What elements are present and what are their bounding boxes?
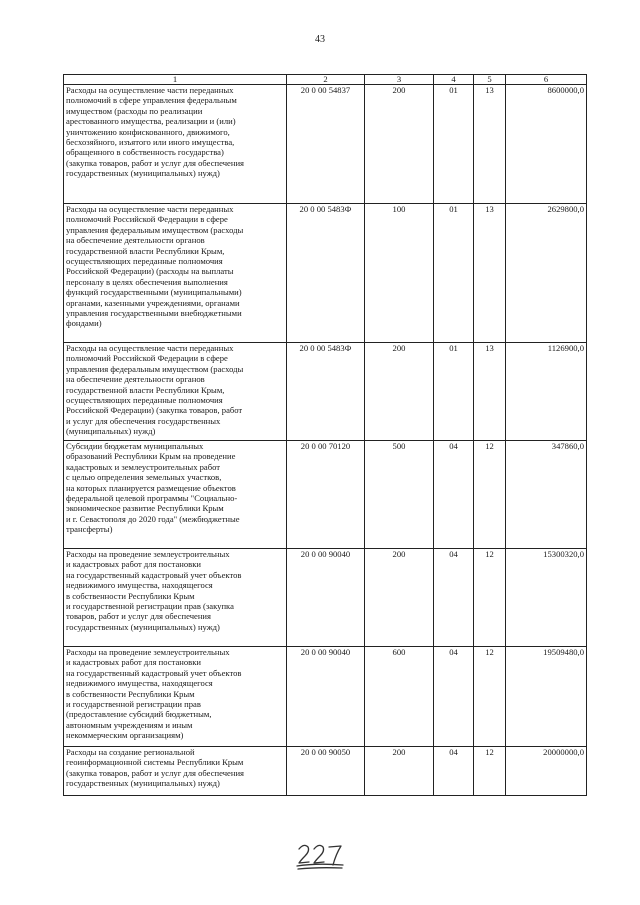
target-article-code: 20 0 00 90050 (287, 747, 365, 796)
amount-value: 2629800,0 (506, 204, 587, 343)
expense-type-code: 100 (365, 204, 434, 343)
table-row (64, 85, 587, 204)
amount-value: 347860,0 (506, 441, 587, 549)
table-row (64, 747, 587, 796)
target-article-code: 20 0 00 5483Ф (287, 204, 365, 343)
section-code: 01 (434, 85, 474, 204)
target-article-code: 20 0 00 54837 (287, 85, 365, 204)
column-header: 1 (64, 75, 287, 85)
target-article-code: 20 0 00 70120 (287, 441, 365, 549)
section-code: 01 (434, 343, 474, 441)
table-header (64, 75, 587, 85)
section-code: 04 (434, 647, 474, 747)
subsection-code: 12 (474, 747, 506, 796)
amount-value: 19509480,0 (506, 647, 587, 747)
column-header: 3 (365, 75, 434, 85)
expense-description: Расходы на осуществление части переданных полномочий в сфере управления федеральным имуществом (расходы по реализации арестованного имущества, реализации и (или) уничтожению конфискованного, движимого, бесхозяйного, изъятого или иного имущества, обращенного в собственность государства) (закупка товаров, работ и услуг для обеспечения государственных (муниципальных) нужд) (64, 85, 287, 204)
column-header: 5 (474, 75, 506, 85)
table-row (64, 204, 587, 343)
section-code: 01 (434, 204, 474, 343)
column-header: 6 (506, 75, 587, 85)
expense-description: Расходы на создание региональной геоинформационной системы Республики Крым (закупка товаров, работ и услуг для обеспечения государственных (муниципальных) нужд) (64, 747, 287, 796)
expense-type-code: 200 (365, 549, 434, 647)
expense-description: Расходы на проведение землеустроительных и кадастровых работ для постановки на государственный кадастровый учет объектов недвижимого имущества, находящегося в собственности Республики Крым и государственной регистрации прав (предоставление субсидий бюджетным, автономным учреждениям и иным некоммерческим организациям) (64, 647, 287, 747)
expense-description: Субсидии бюджетам муниципальных образований Республики Крым на проведение кадастровых и землеустроительных работ с целью определения земельных участков, на которых планируется размещение объектов федеральной целевой программы "Социально- экономическое развитие Республики Крым и г. Севастополя до 2020 года" (межбюджетные трансферты) (64, 441, 287, 549)
expense-type-code: 600 (365, 647, 434, 747)
expense-type-code: 200 (365, 343, 434, 441)
expense-type-code: 200 (365, 747, 434, 796)
amount-value: 15300320,0 (506, 549, 587, 647)
target-article-code: 20 0 00 90040 (287, 549, 365, 647)
amount-value: 20000000,0 (506, 747, 587, 796)
table-row (64, 647, 587, 747)
expense-description: Расходы на проведение землеустроительных и кадастровых работ для постановки на государственный кадастровый учет объектов недвижимого имущества, находящегося в собственности Республики Крым и государственной регистрации прав (закупка товаров, работ и услуг для обеспечения государственных (муниципальных) нужд) (64, 549, 287, 647)
budget-table (63, 74, 587, 796)
column-header: 4 (434, 75, 474, 85)
target-article-code: 20 0 00 90040 (287, 647, 365, 747)
subsection-code: 12 (474, 647, 506, 747)
expense-type-code: 500 (365, 441, 434, 549)
target-article-code: 20 0 00 5483Ф (287, 343, 365, 441)
table-row (64, 343, 587, 441)
amount-value: 8600000,0 (506, 85, 587, 204)
section-code: 04 (434, 441, 474, 549)
subsection-code: 13 (474, 85, 506, 204)
section-code: 04 (434, 549, 474, 647)
subsection-code: 12 (474, 441, 506, 549)
table-row (64, 441, 587, 549)
page-number: 43 (315, 34, 325, 45)
expense-description: Расходы на осуществление части переданных полномочий Российской Федерации в сфере управления федеральным имуществом (расходы на обеспечение деятельности органов государственной власти Республики Крым, осуществляющих переданные полномочия Российской Федерации) (расходы на выплаты персоналу в целях обеспечения выполнения функций государственными (муниципальными) органами, казенными учреждениями, органами управления государственными внебюджетными фондами) (64, 204, 287, 343)
subsection-code: 13 (474, 204, 506, 343)
subsection-code: 12 (474, 549, 506, 647)
expense-type-code: 200 (365, 85, 434, 204)
amount-value: 1126900,0 (506, 343, 587, 441)
handwritten-page-number (296, 840, 346, 872)
section-code: 04 (434, 747, 474, 796)
expense-description: Расходы на осуществление части переданных полномочий Российской Федерации в сфере управления федеральным имуществом (расходы на обеспечение деятельности органов государственной власти Республики Крым, осуществляющих переданные полномочия Российской Федерации) (закупка товаров, работ и услуг для обеспечения государственных (муниципальных) нужд) (64, 343, 287, 441)
column-header: 2 (287, 75, 365, 85)
table-row (64, 549, 587, 647)
subsection-code: 13 (474, 343, 506, 441)
